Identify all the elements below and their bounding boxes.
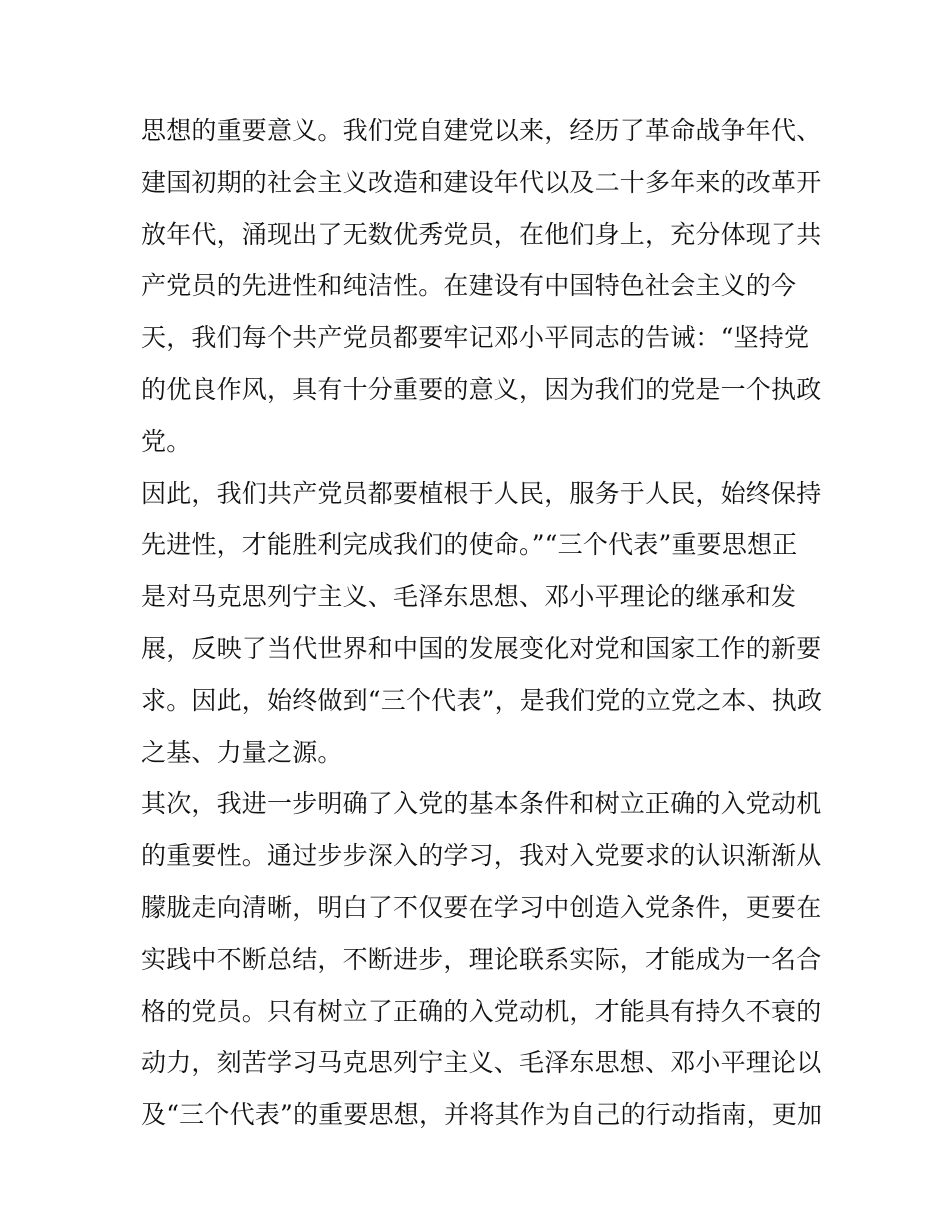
text-line-4: 产党员的先进性和纯洁性。在建设有中国特色社会主义的今 — [141, 271, 797, 301]
text-line-8: 因此，我们共产党员都要植根于人民，服务于人民，始终保持 — [141, 478, 822, 508]
text-line-18: 格的党员。只有树立了正确的入党动机，才能具有持久不衰的 — [141, 996, 822, 1026]
text-line-12: 求。因此，始终做到“三个代表”，是我们党的立党之本、执政 — [141, 685, 823, 715]
text-line-10: 是对马克思列宁主义、毛泽东思想、邓小平理论的继承和发 — [141, 582, 797, 612]
text-line-9: 先进性，才能胜利完成我们的使命。”“三个代表”重要思想正 — [141, 530, 798, 560]
text-line-17: 实践中不断总结，不断进步，理论联系实际，才能成为一名合 — [141, 944, 822, 974]
text-line-2: 建国初期的社会主义改造和建设年代以及二十多年来的改革开 — [141, 167, 822, 197]
text-line-6: 的优良作风，具有十分重要的意义，因为我们的党是一个执政 — [141, 374, 822, 404]
text-line-3: 放年代，涌现出了无数优秀党员，在他们身上，充分体现了共 — [141, 219, 822, 249]
text-line-19: 动力，刻苦学习马克思列宁主义、毛泽东思想、邓小平理论以 — [141, 1048, 822, 1078]
text-line-7: 党。 — [141, 426, 192, 456]
body-text — [141, 105, 821, 1141]
text-line-20: 及“三个代表”的重要思想，并将其作为自己的行动指南，更加 — [141, 1100, 823, 1130]
text-line-15: 的重要性。通过步步深入的学习，我对入党要求的认识渐渐从 — [141, 841, 822, 871]
text-line-13: 之基、力量之源。 — [141, 737, 343, 767]
text-line-14: 其次，我进一步明确了入党的基本条件和树立正确的入党动机 — [141, 789, 822, 819]
text-line-1: 思想的重要意义。我们党自建党以来，经历了革命战争年代、 — [141, 116, 822, 145]
text-line-16: 朦胧走向清晰，明白了不仅要在学习中创造入党条件，更要在 — [141, 892, 822, 922]
text-line-11: 展，反映了当代世界和中国的发展变化对党和国家工作的新要 — [141, 633, 822, 663]
text-line-5: 天，我们每个共产党员都要牢记邓小平同志的告诫：“坚持党 — [141, 323, 810, 353]
